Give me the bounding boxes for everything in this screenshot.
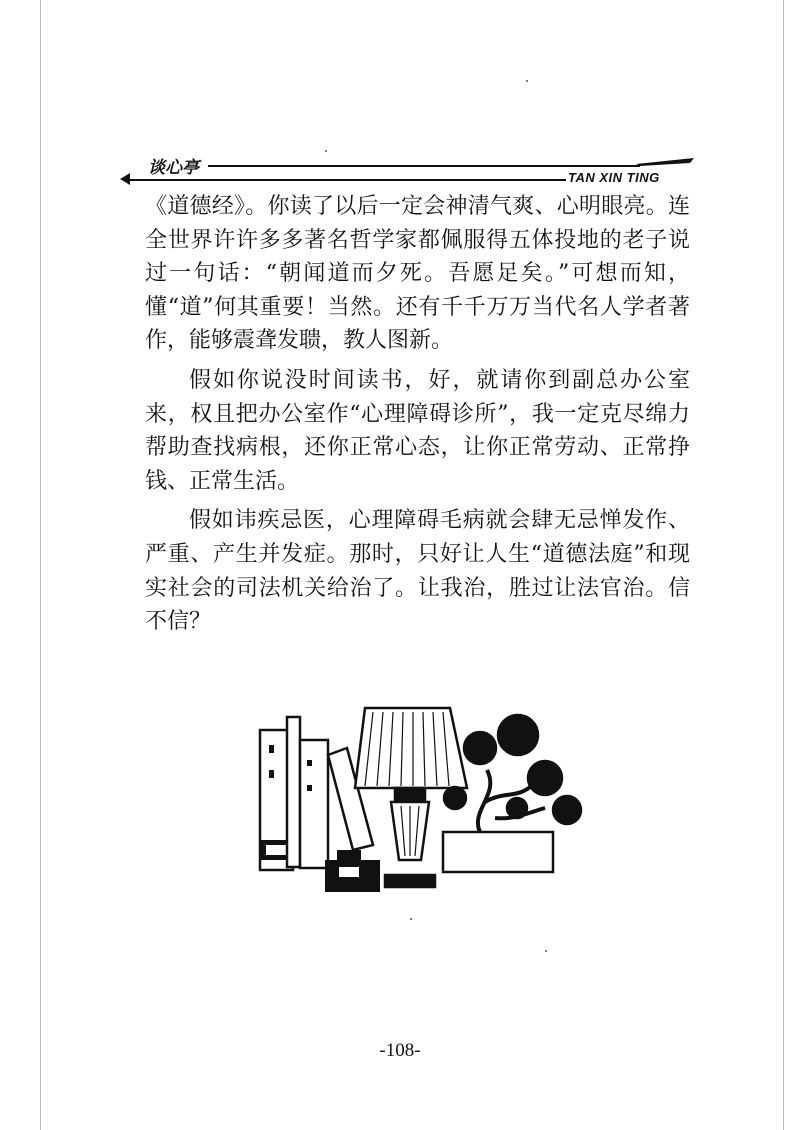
paragraph-3: 假如讳疾忌医，心理障碍毛病就会肆无忌惮发作、严重、产生并发症。那时，只好让人生“道德法庭”和现实社会的司法机关给治了。让我治，胜过让法官治。信不信？ (145, 508, 690, 635)
scan-edge-right (783, 0, 784, 1130)
body-text (145, 190, 690, 639)
paragraph-2: 假如你说没时间读书，好，就请你到副总办公室来，权且把办公室作“心理障碍诊所”，我一定克尽绵力帮助查找病根，还你正常心态，让你正常劳动、正常挣钱、正常生活。 (145, 367, 690, 494)
book-stack-icon (260, 717, 373, 870)
books-lamp-bonsai-illustration (255, 700, 585, 900)
ink-bottle-icon (325, 850, 380, 892)
scan-speck (526, 80, 528, 82)
header-rule-bottom (128, 179, 566, 181)
paragraph-1: 《道德经》。你读了以后一定会神清气爽、心明眼亮。连全世界许许多多著名哲学家都佩服得五体投地的老子说过一句话：“朝闻道而夕死。吾愿足矣。”可想而知，懂“道”何其重要！当然。还有千千万万当代名人学者著作，能够震聋发聩，教人图新。 (145, 194, 690, 354)
scan-speck (410, 918, 412, 920)
header-rule-top (208, 165, 640, 167)
bonsai-tree-icon (443, 715, 581, 872)
column-title-pinyin: TAN XIN TING (568, 170, 660, 185)
scan-speck (545, 950, 547, 952)
page-number: -108- (379, 1040, 421, 1061)
header-wedge-icon (636, 156, 694, 168)
scan-speck (325, 150, 327, 152)
scan-edge-left (40, 0, 41, 1130)
column-title: 谈心亭 (148, 158, 199, 178)
